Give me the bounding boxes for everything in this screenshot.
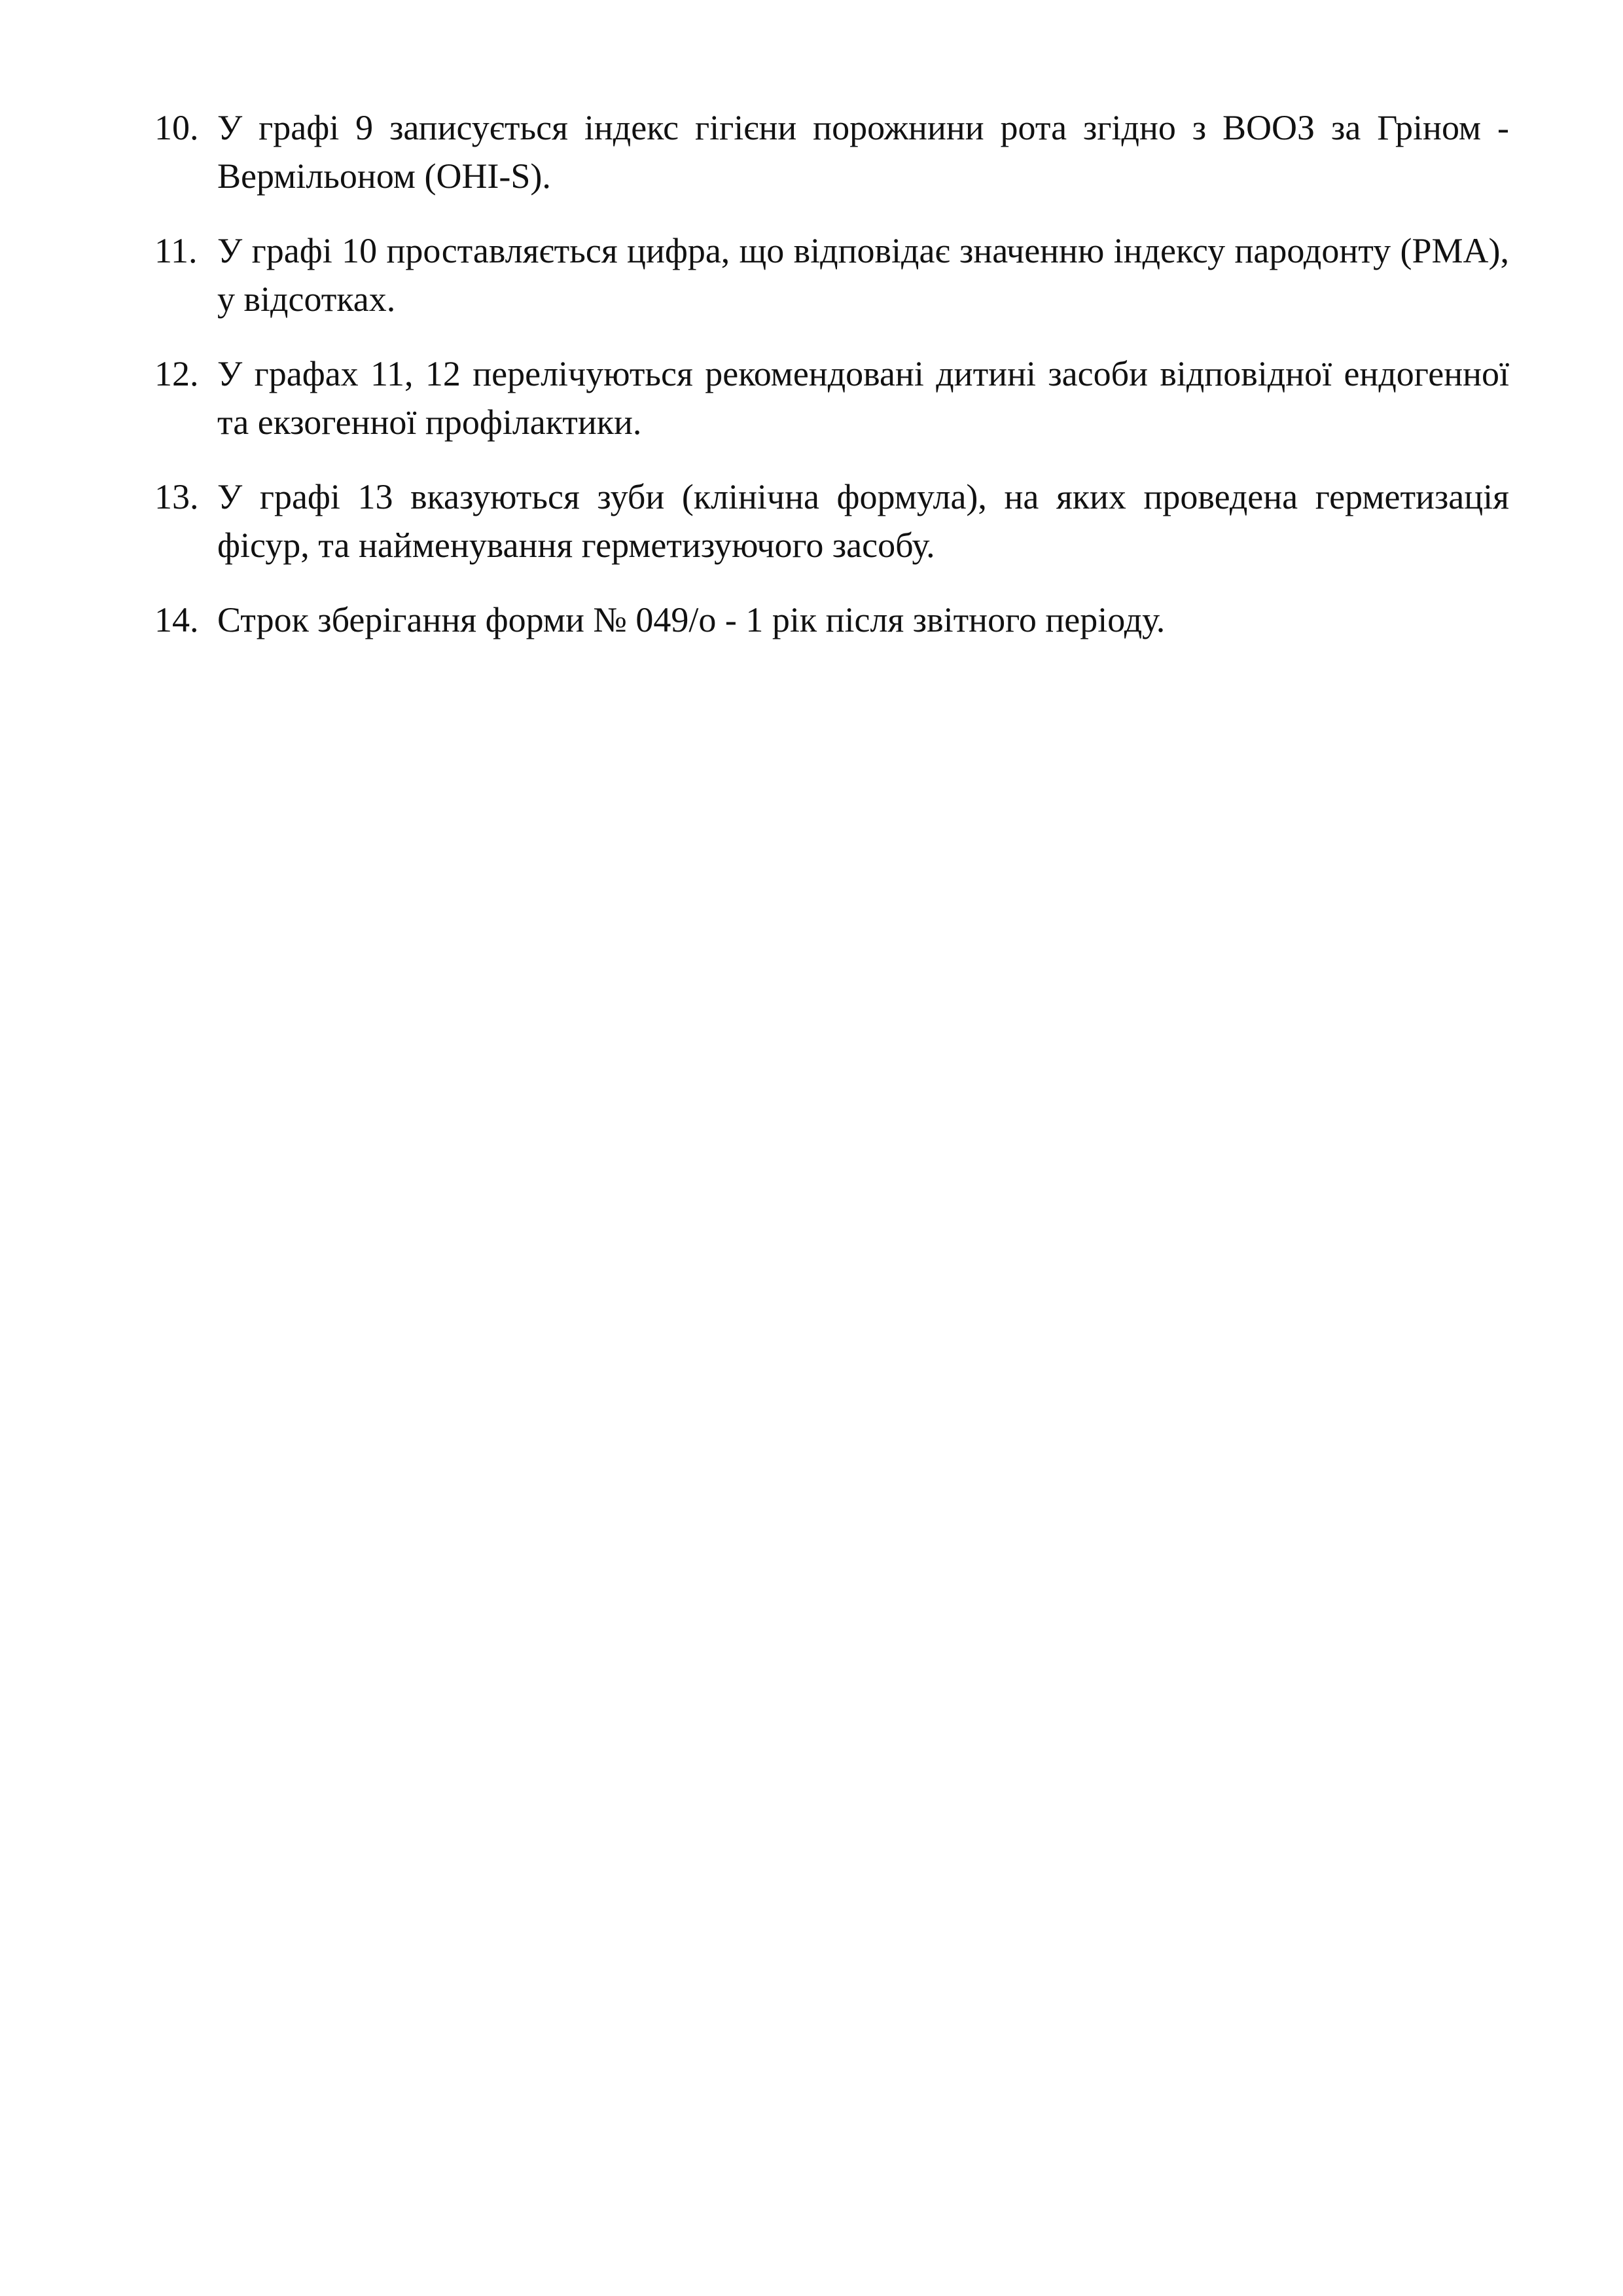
list-item-11 <box>154 226 1509 323</box>
item-number: 11. <box>154 231 198 270</box>
item-text: У графі 10 проставляється цифра, що відповідає значенню індексу пародонту (PMA), у відсотках. <box>217 231 1509 319</box>
list-item-14 <box>154 596 1509 644</box>
item-text: У графі 9 записується індекс гігієни порожнини рота згідно з ВООЗ за Гріном - Вермільоном (OHI-S). <box>217 108 1509 196</box>
item-text: У графах 11, 12 перелічуються рекомендовані дитині засоби відповідної ендогенної та екзогенної профілактики. <box>217 354 1509 442</box>
item-text: Строк зберігання форми № 049/о - 1 рік після звітного періоду. <box>217 600 1166 639</box>
list-item-12 <box>154 350 1509 446</box>
item-number: 14. <box>154 600 199 639</box>
item-number: 10. <box>154 108 199 147</box>
item-number: 12. <box>154 354 199 393</box>
instructions-list <box>154 103 1509 670</box>
list-item-10 <box>154 103 1509 200</box>
item-text: У графі 13 вказуються зуби (клінічна формула), на яких проведена герметизація фісур, та найменування герметизуючого засобу. <box>217 477 1509 565</box>
list-item-13 <box>154 473 1509 569</box>
item-number: 13. <box>154 477 199 516</box>
